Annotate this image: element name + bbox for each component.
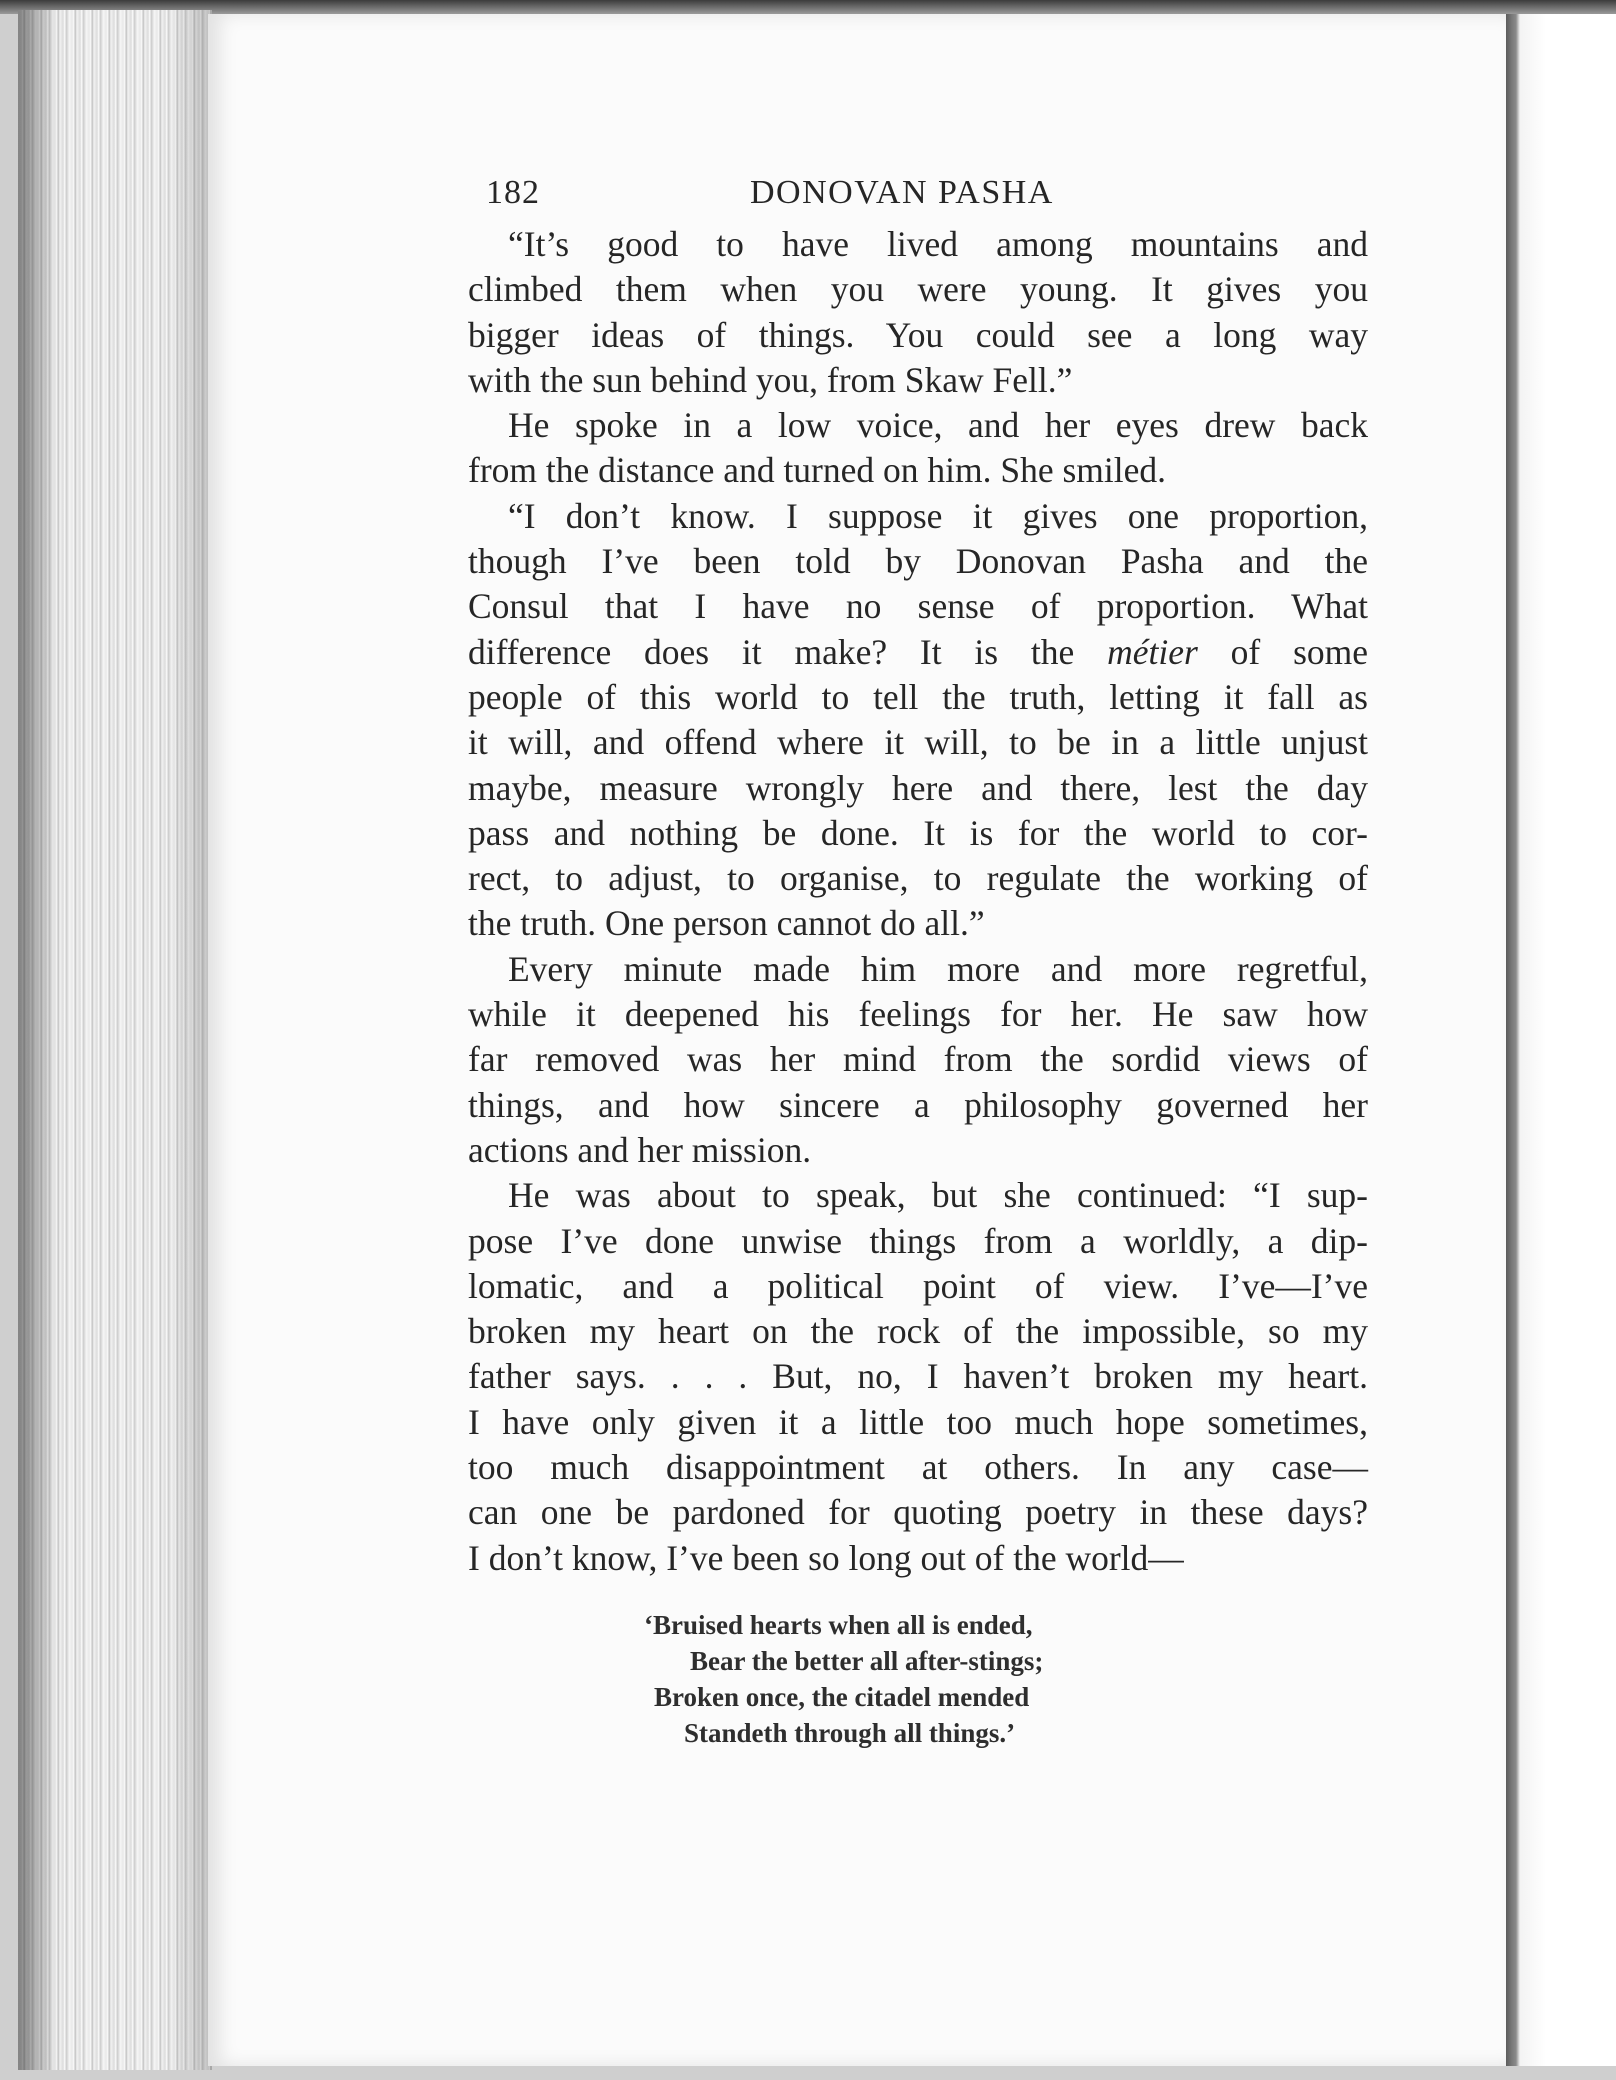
text-segment: difference does it make? It is the <box>468 631 1075 672</box>
paragraph-3 <box>468 494 1368 947</box>
text-line: bigger ideas of things. You could see a long way <box>468 314 1368 355</box>
text-line: climbed them when you were young. It gives you <box>468 269 1368 310</box>
text-line: can one be pardoned for quoting poetry in these days? <box>468 1492 1368 1533</box>
text-segment: of some <box>1230 631 1368 672</box>
text-line: pose I’ve done unwise things from a worldly, a dip- <box>468 1220 1368 1261</box>
text-line: things, and how sincere a philosophy governed her <box>468 1084 1368 1125</box>
poem-line: Broken once, the citadel mended <box>654 1681 1030 1712</box>
poem-line: Standeth through all things.’ <box>684 1717 1016 1748</box>
book-page-edges <box>18 10 212 2070</box>
top-scan-shadow <box>0 0 1616 14</box>
text-line: maybe, measure wrongly here and there, lest the day <box>468 767 1368 808</box>
text-line: I have only given it a little too much hope sometimes, <box>468 1401 1368 1442</box>
text-line: though I’ve been told by Donovan Pasha and the <box>468 541 1368 582</box>
text-line: He spoke in a low voice, and her eyes drew back <box>508 405 1368 446</box>
text-line: too much disappointment at others. In any case— <box>468 1447 1368 1488</box>
paragraph-4 <box>468 947 1368 1173</box>
text-line: far removed was her mind from the sordid views of <box>468 1039 1368 1080</box>
text-line: rect, to adjust, to organise, to regulate the working of <box>468 858 1368 899</box>
text-line: father says. . . . But, no, I haven’t broken my heart. <box>468 1356 1368 1397</box>
paragraph-2 <box>468 403 1368 494</box>
text-line: I don’t know, I’ve been so long out of the world— <box>468 1537 1184 1578</box>
text-line: with the sun behind you, from Skaw Fell.” <box>468 359 1073 400</box>
page-header <box>468 170 1368 222</box>
running-title: DONOVAN PASHA <box>750 174 1054 211</box>
page-text-block <box>468 170 1368 1751</box>
paragraph-5 <box>468 1173 1368 1581</box>
poem-line: Bear the better all after-stings; <box>690 1645 1044 1676</box>
text-line: people of this world to tell the truth, letting it fall as <box>468 676 1368 717</box>
poem-quotation <box>468 1607 1368 1751</box>
text-line: from the distance and turned on him. She smiled. <box>468 450 1167 491</box>
text-line: Consul that I have no sense of proportion. What <box>468 586 1368 627</box>
facing-page-edge <box>1506 14 1616 2066</box>
text-line-with-italic <box>468 630 1368 675</box>
text-line: “I don’t know. I suppose it gives one proportion, <box>508 495 1368 536</box>
text-line: actions and her mission. <box>468 1129 812 1170</box>
page-number: 182 <box>486 174 540 211</box>
text-line: “It’s good to have lived among mountains and <box>508 224 1368 264</box>
text-line: it will, and offend where it will, to be in a little unjust <box>468 722 1368 763</box>
italic-word: métier <box>1107 631 1198 672</box>
text-line: He was about to speak, but she continued: “I sup- <box>508 1175 1368 1216</box>
text-line: Every minute made him more and more regretful, <box>508 948 1368 989</box>
text-line: lomatic, and a political point of view. I’ve—I’ve <box>468 1265 1368 1306</box>
text-line: broken my heart on the rock of the impossible, so my <box>468 1311 1368 1352</box>
paragraph-1 <box>468 222 1368 403</box>
text-line: the truth. One person cannot do all.” <box>468 903 985 944</box>
text-line: pass and nothing be done. It is for the world to cor- <box>468 812 1368 853</box>
poem-line: ‘Bruised hearts when all is ended, <box>644 1609 1033 1640</box>
text-line: while it deepened his feelings for her. He saw how <box>468 994 1368 1035</box>
